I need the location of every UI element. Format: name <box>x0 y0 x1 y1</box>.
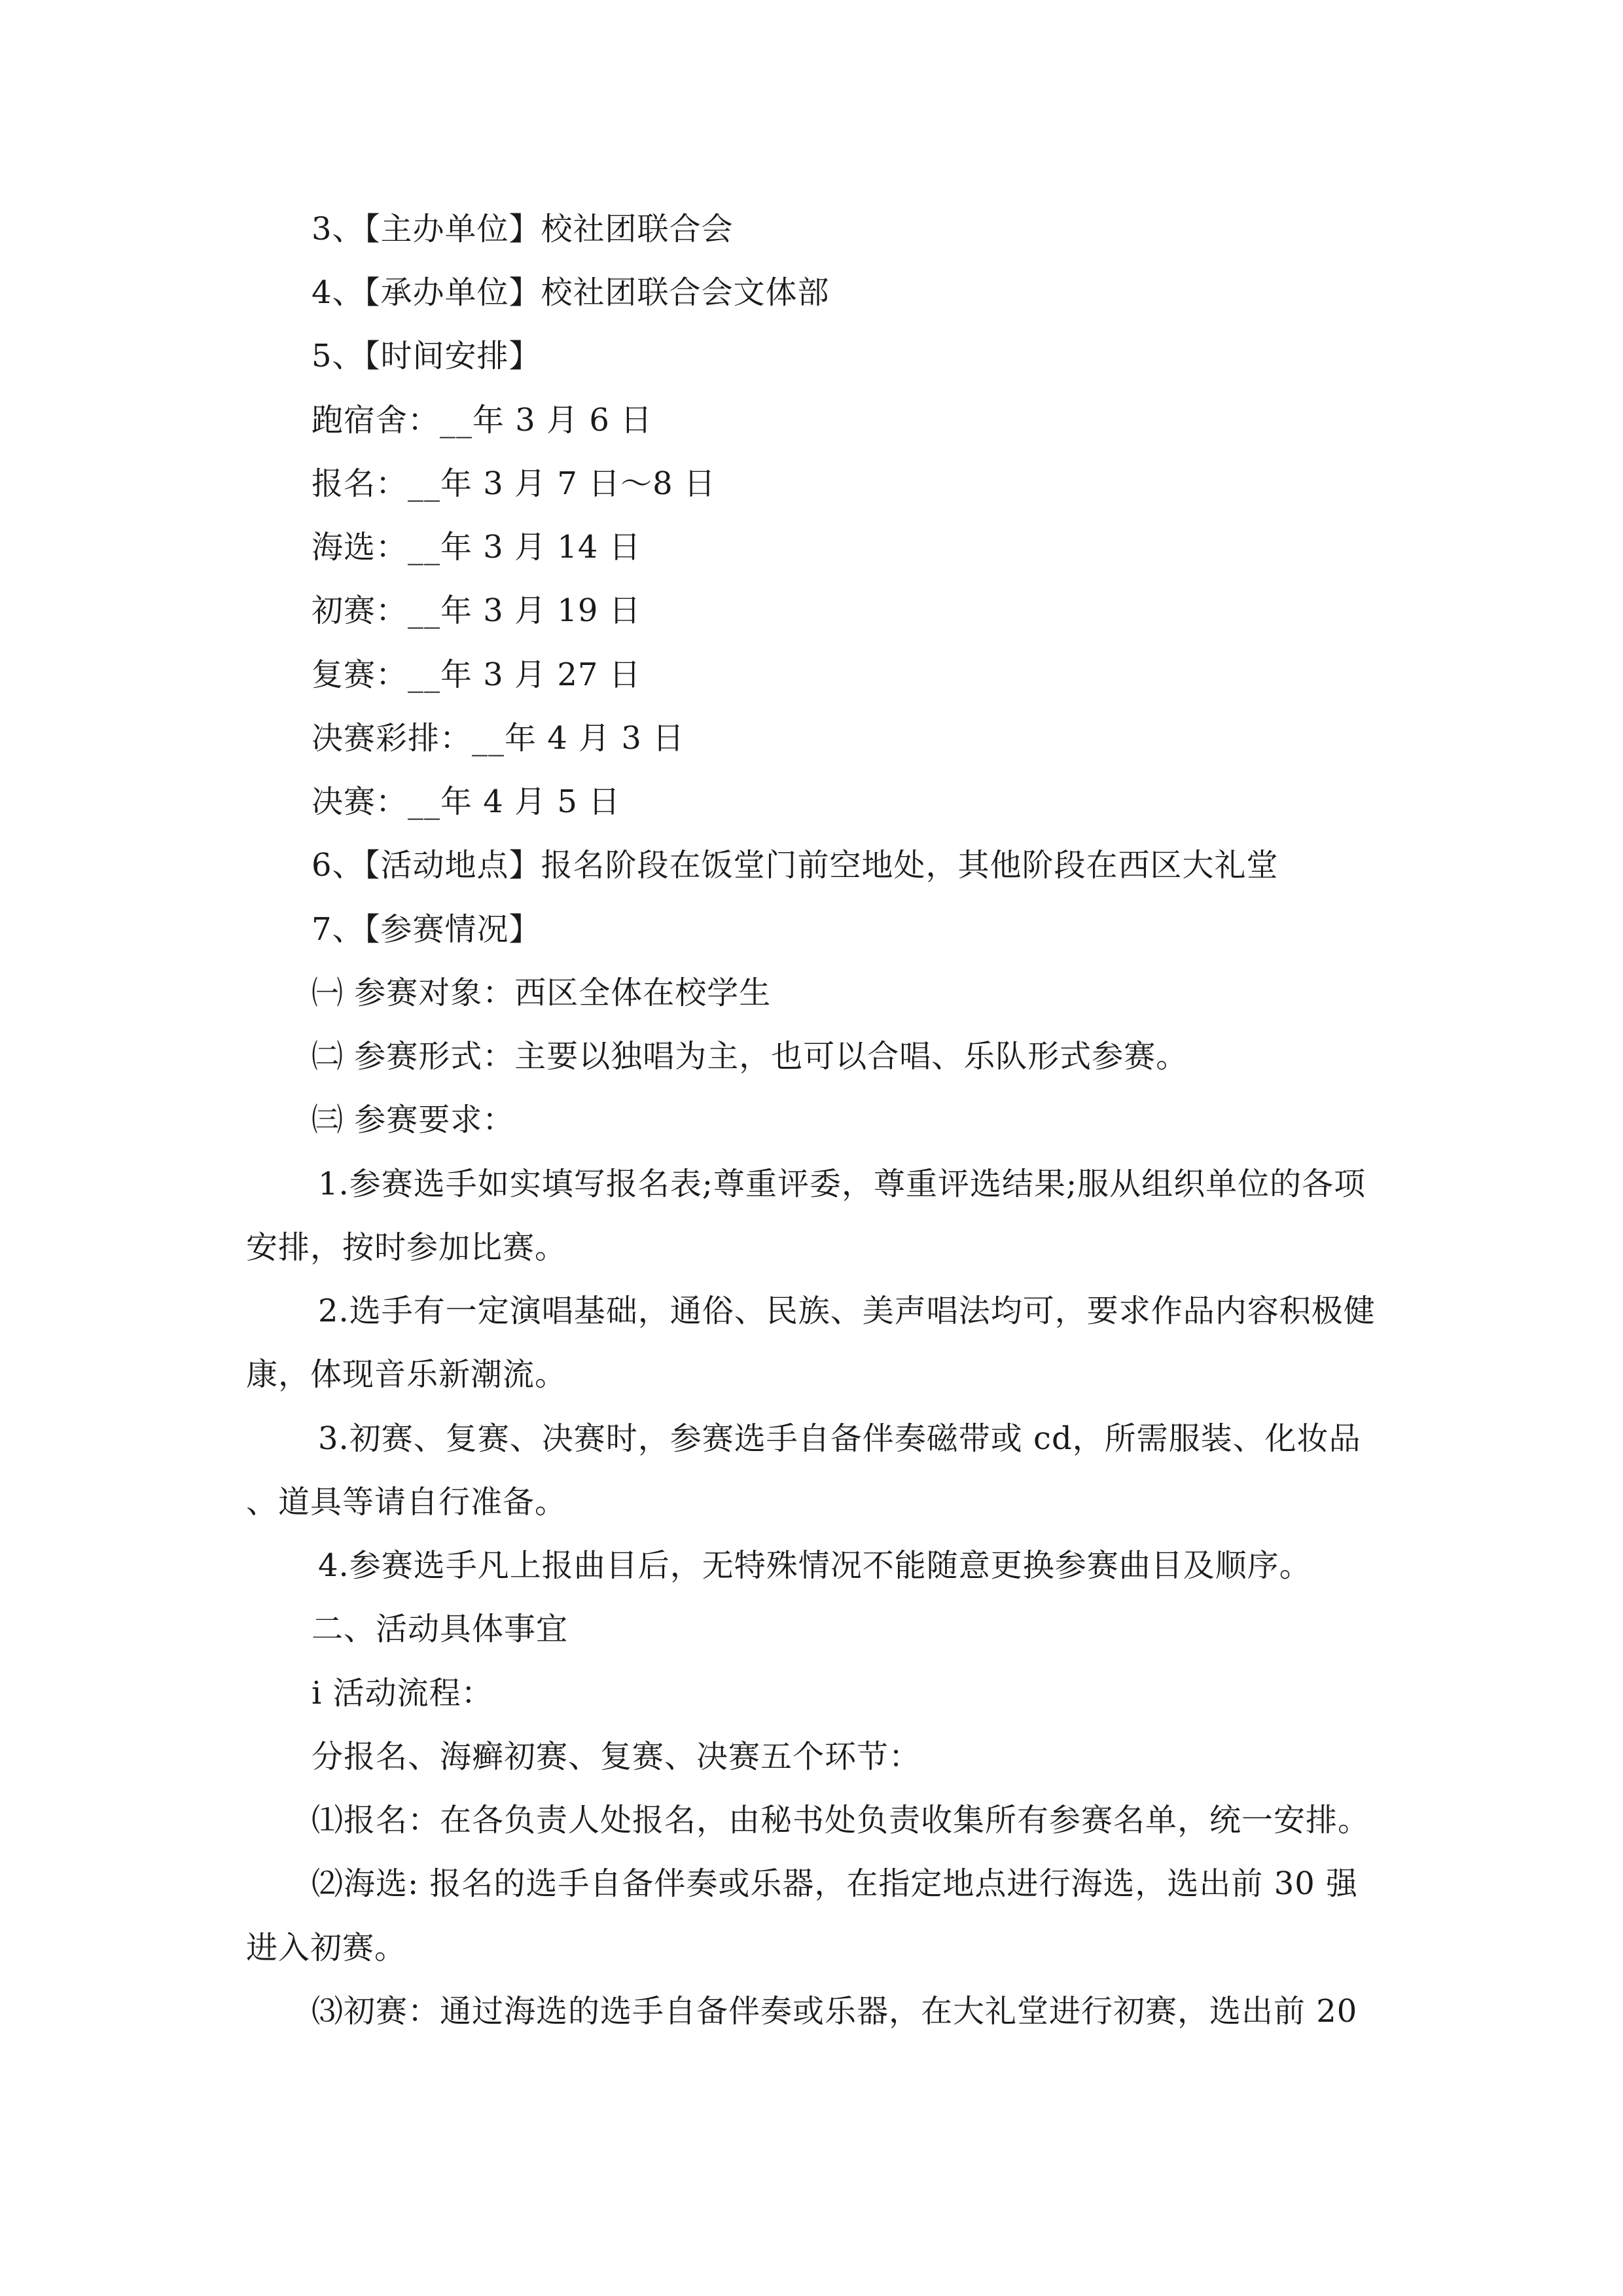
requirement-4: 4.参赛选手凡上报曲目后，无特殊情况不能随意更换参赛曲目及顺序。 <box>318 1547 1311 1584</box>
participation-heading: 7、【参赛情况】 <box>312 911 541 948</box>
schedule-item: 海选：__年 3 月 14 日 <box>312 529 641 565</box>
venue-line: 6、【活动地点】报名阶段在饭堂门前空地处，其他阶段在西区大礼堂 <box>312 847 1279 884</box>
organizer-line: 3、【主办单位】校社团联合会 <box>312 211 734 247</box>
process-heading: i 活动流程： <box>312 1675 493 1712</box>
process-step-3: ⑶初赛：通过海选的选手自备伴奏或乐器，在大礼堂进行初赛，选出前 20 <box>312 1993 1358 2030</box>
process-summary: 分报名、海癣初赛、复赛、决赛五个环节： <box>312 1738 921 1775</box>
process-step-1: ⑴报名：在各负责人处报名，由秘书处负责收集所有参赛名单，统一安排。 <box>312 1802 1370 1839</box>
schedule-item: 决赛彩排：__年 4 月 3 日 <box>312 720 685 757</box>
requirement-2-cont: 康，体现音乐新潮流。 <box>246 1356 567 1393</box>
schedule-item: 报名：__年 3 月 7 日～8 日 <box>312 465 716 502</box>
section-heading: 二、活动具体事宜 <box>312 1611 569 1647</box>
requirement-2: 2.选手有一定演唱基础，通俗、民族、美声唱法均可，要求作品内容积极健 <box>318 1293 1376 1329</box>
schedule-item: 复赛：__年 3 月 27 日 <box>312 656 641 693</box>
requirement-1: 1.参赛选手如实填写报名表;尊重评委，尊重评选结果;服从组织单位的各项 <box>318 1166 1366 1202</box>
co-organizer-line: 4、【承办单位】校社团联合会文体部 <box>312 274 830 311</box>
requirement-3: 3.初赛、复赛、决赛时，参赛选手自备伴奏磁带或 cd，所需服装、化妆品 <box>318 1420 1361 1457</box>
requirement-3-cont: 、道具等请自行准备。 <box>246 1484 567 1520</box>
process-step-2-cont: 进入初赛。 <box>246 1929 407 1966</box>
schedule-heading: 5、【时间安排】 <box>312 338 541 374</box>
requirement-1-cont: 安排，按时参加比赛。 <box>246 1229 567 1266</box>
schedule-item: 跑宿舍：__年 3 月 6 日 <box>312 402 653 439</box>
participant-target: ㈠ 参赛对象：西区全体在校学生 <box>312 975 772 1011</box>
participation-format: ㈡ 参赛形式：主要以独唱为主，也可以合唱、乐队形式参赛。 <box>312 1038 1188 1075</box>
schedule-item: 决赛：__年 4 月 5 日 <box>312 783 621 820</box>
requirements-heading: ㈢ 参赛要求： <box>312 1102 515 1138</box>
schedule-item: 初赛：__年 3 月 19 日 <box>312 592 641 629</box>
process-step-2: ⑵海选: 报名的选手自备伴奏或乐器，在指定地点进行海选，选出前 30 强 <box>312 1865 1359 1902</box>
